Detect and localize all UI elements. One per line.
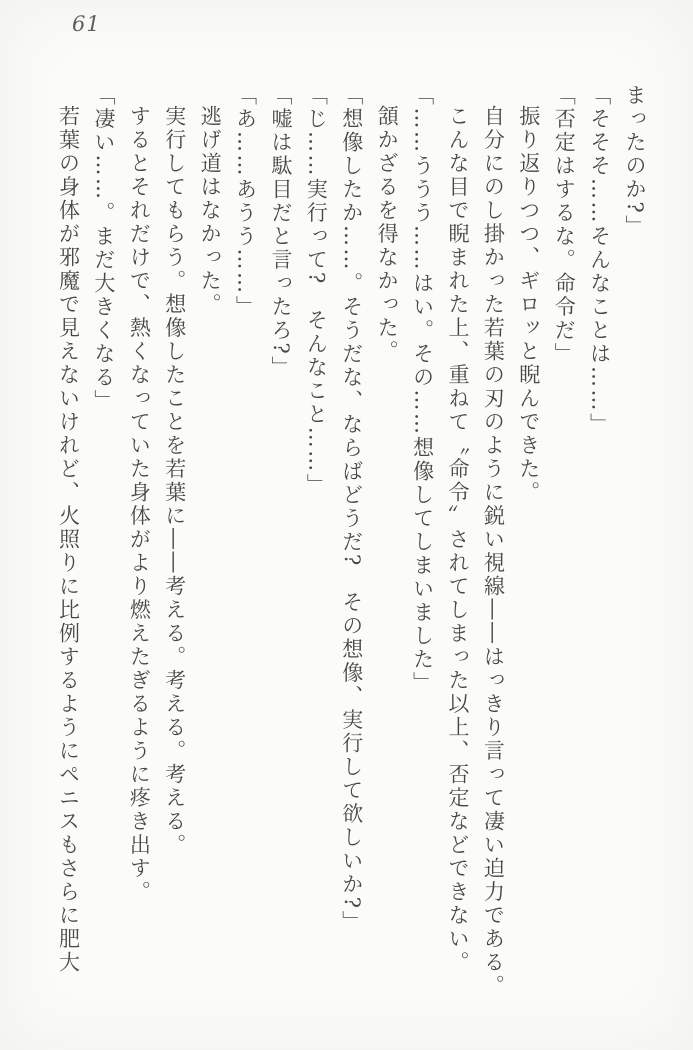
paragraph: 「……ううう……はい。その……想像してしまいました」: [410, 84, 435, 695]
page-number: 61: [72, 12, 101, 36]
paragraph: 若葉の身体が邪魔で見えないけれど、火照りに比例するようにペニスもさらに肥大: [56, 105, 81, 975]
paragraph: 振り返りつつ、ギロッと睨んできた。: [516, 105, 541, 505]
paragraph: 頷かざるを得なかった。: [375, 105, 400, 364]
paragraph: 「そそそ……そんなことは……」: [587, 84, 612, 437]
paragraph: 「あ……あうう……」: [233, 84, 258, 319]
paragraph: 逃げ道はなかった。: [198, 105, 223, 317]
paragraph: 実行してもらう。想像したことを若葉に――考える。考える。考える。: [162, 105, 187, 857]
paragraph: こんな目で睨まれた上、重ねて〝命令〟されてしまった以上、否定などできない。: [445, 105, 470, 975]
paragraph: 「凄い……。まだ大きくなる」: [91, 84, 116, 413]
paragraph: 「じ……実行って? そんなこと……」: [304, 84, 329, 498]
body-text: [48, 84, 652, 1026]
paragraph: 「想像したか……。そうだな、ならばどうだ? その想像、実行して欲しいか?」: [339, 84, 364, 935]
paragraph: 自分にのし掛かった若葉の刃のように鋭い視線――はっきり言って凄い迫力である。: [481, 105, 506, 998]
paragraph: 「嘘は駄目だと言ったろ?」: [268, 84, 293, 380]
paragraph: するとそれだけで、熱くなっていた身体がより燃えたぎるように疼き出す。: [127, 105, 152, 904]
paragraph: 「否定はするな。命令だ」: [552, 84, 577, 366]
paragraph: まったのか?」: [623, 84, 647, 239]
